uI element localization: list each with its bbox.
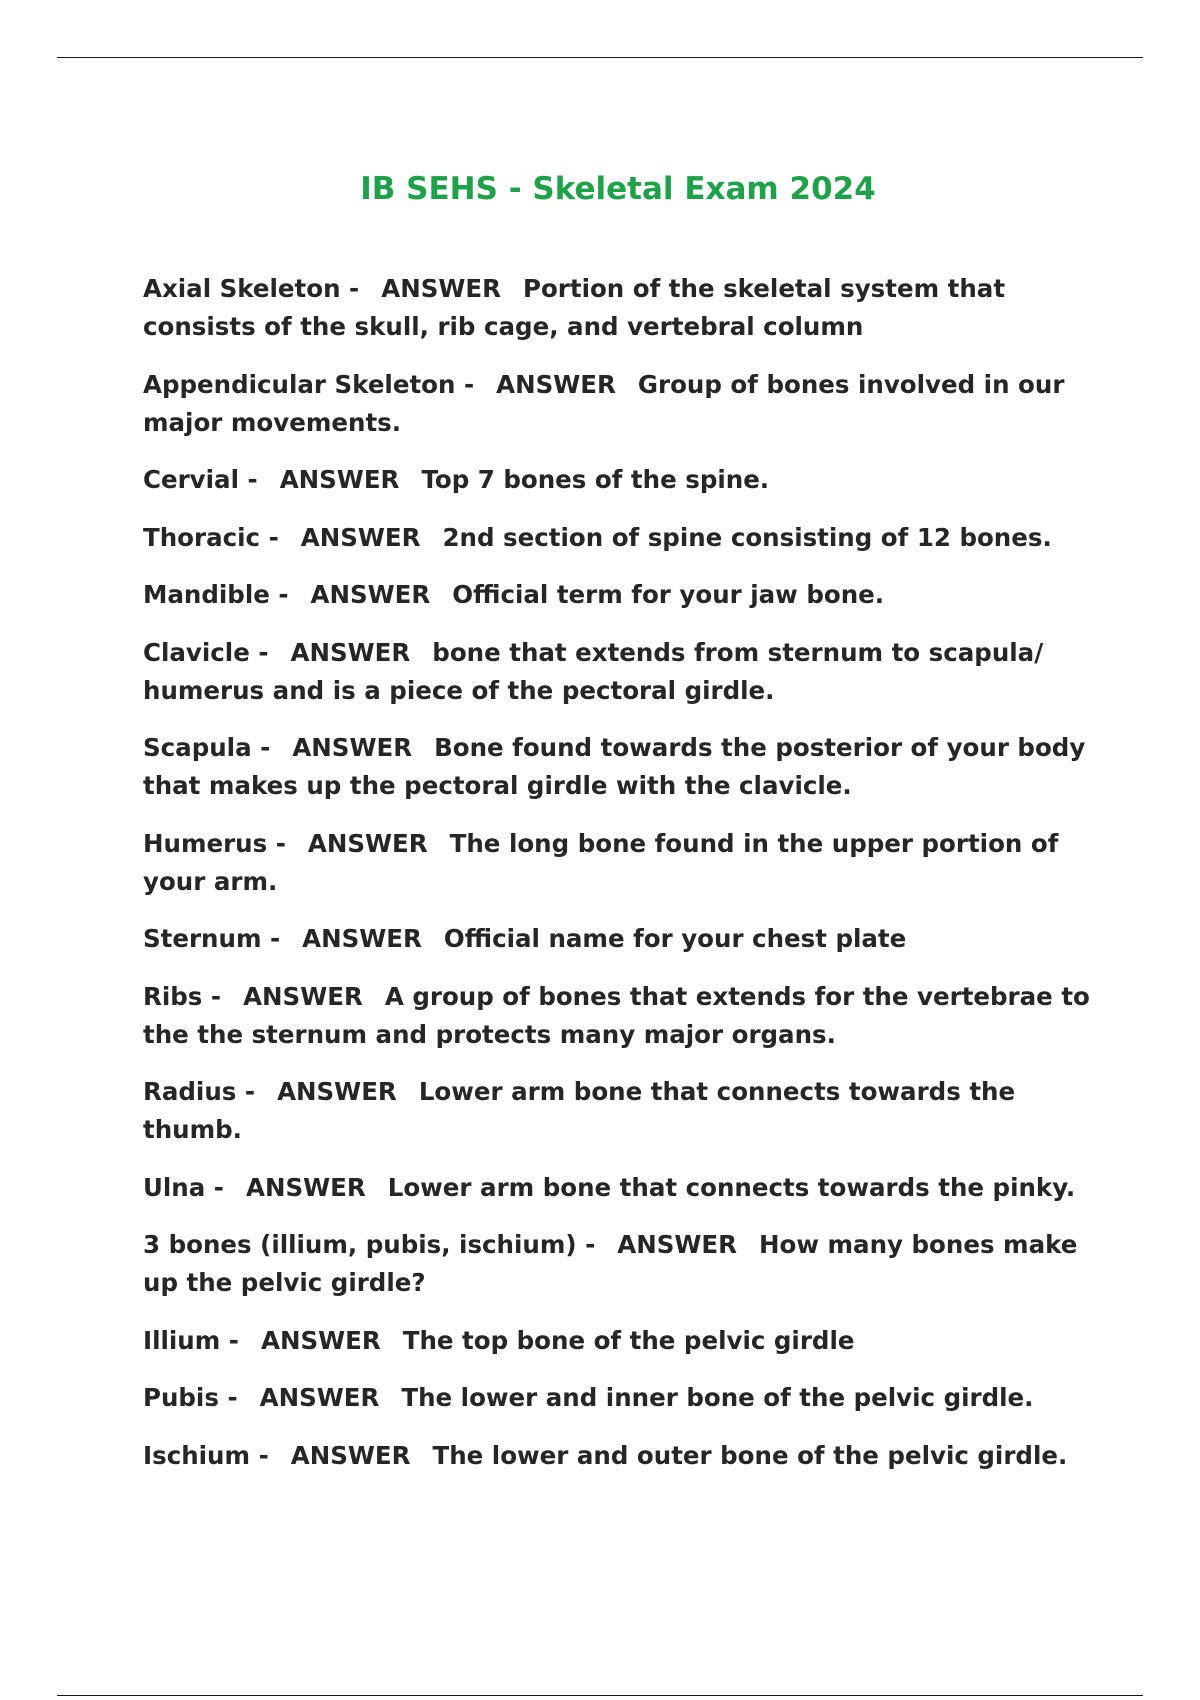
qa-item bbox=[143, 1226, 1093, 1302]
qa-definition: Lower arm bone that connects towards the thumb. bbox=[143, 1077, 1016, 1144]
document-title: IB SEHS - Skeletal Exam 2024 bbox=[360, 170, 876, 207]
qa-definition: 2nd section of spine consisting of 12 bones. bbox=[442, 522, 1052, 552]
answer-label: ANSWER bbox=[277, 1077, 397, 1106]
qa-term: Sternum - bbox=[143, 924, 280, 953]
qa-term: Ribs - bbox=[143, 982, 221, 1011]
qa-definition: The top bone of the pelvic girdle bbox=[402, 1325, 855, 1355]
qa-item bbox=[143, 1437, 1093, 1475]
qa-term: Illium - bbox=[143, 1326, 239, 1355]
answer-label: ANSWER bbox=[290, 637, 411, 667]
qa-item bbox=[143, 519, 1093, 557]
qa-term: Radius - bbox=[143, 1077, 255, 1106]
qa-definition: A group of bones that extends for the vertebrae to the the sternum and protects many major organs. bbox=[143, 981, 1090, 1049]
qa-item bbox=[143, 1322, 1093, 1360]
answer-label: ANSWER bbox=[243, 981, 363, 1011]
qa-item bbox=[143, 1169, 1093, 1207]
qa-definition: How many bones make up the pelvic girdle? bbox=[143, 1230, 1078, 1297]
qa-item bbox=[143, 729, 1093, 805]
qa-item bbox=[143, 920, 1093, 958]
top-divider bbox=[57, 57, 1143, 58]
answer-label: ANSWER bbox=[496, 369, 616, 399]
answer-label: ANSWER bbox=[259, 1383, 380, 1412]
answer-label: ANSWER bbox=[307, 828, 428, 858]
qa-term: Appendicular Skeleton - bbox=[143, 370, 474, 399]
qa-definition: Top 7 bones of the spine. bbox=[421, 465, 770, 494]
qa-list bbox=[143, 270, 1093, 1494]
qa-definition: Lower arm bone that connects towards the pinky. bbox=[387, 1172, 1076, 1202]
qa-item bbox=[143, 461, 1093, 499]
answer-label: ANSWER bbox=[279, 465, 400, 494]
qa-definition: The lower and inner bone of the pelvic girdle. bbox=[401, 1383, 1034, 1412]
qa-definition: The long bone found in the upper portion of your arm. bbox=[143, 828, 1059, 896]
qa-term: Humerus - bbox=[143, 829, 286, 858]
qa-item bbox=[143, 825, 1093, 901]
answer-label: ANSWER bbox=[381, 274, 501, 303]
qa-definition: bone that extends from sternum to scapula/ humerus and is a piece of the pectoral girdle. bbox=[143, 637, 1044, 705]
answer-label: ANSWER bbox=[302, 924, 422, 953]
qa-term: Scapula - bbox=[143, 733, 270, 762]
qa-term: Clavicle - bbox=[143, 638, 269, 667]
qa-definition: Official term for your jaw bone. bbox=[452, 580, 885, 609]
answer-label: ANSWER bbox=[290, 1440, 411, 1470]
qa-term: Cervial - bbox=[143, 465, 258, 494]
bottom-divider bbox=[57, 1695, 1143, 1696]
qa-term: Axial Skeleton - bbox=[143, 274, 359, 303]
qa-definition: Bone found towards the posterior of your body that makes up the pectoral girdle with the clavicle. bbox=[143, 733, 1086, 800]
qa-definition: Group of bones involved in our major movements. bbox=[143, 369, 1065, 437]
qa-item bbox=[143, 634, 1093, 710]
answer-label: ANSWER bbox=[292, 733, 413, 762]
qa-term: Pubis - bbox=[143, 1383, 238, 1412]
qa-term: Ulna - bbox=[143, 1173, 224, 1202]
qa-item bbox=[143, 366, 1093, 442]
qa-term: 3 bones (illium, pubis, ischium) - bbox=[143, 1230, 595, 1259]
answer-label: ANSWER bbox=[300, 522, 421, 552]
qa-item bbox=[143, 576, 1093, 614]
qa-term: Mandible - bbox=[143, 580, 289, 609]
answer-label: ANSWER bbox=[260, 1325, 381, 1355]
qa-item bbox=[143, 1073, 1093, 1149]
qa-definition: Official name for your chest plate bbox=[443, 924, 907, 953]
qa-item bbox=[143, 978, 1093, 1054]
qa-term: Thoracic - bbox=[143, 523, 279, 552]
qa-item bbox=[143, 270, 1093, 346]
qa-term: Ischium - bbox=[143, 1441, 269, 1470]
qa-item bbox=[143, 1379, 1093, 1417]
qa-definition: The lower and outer bone of the pelvic girdle. bbox=[432, 1440, 1068, 1470]
answer-label: ANSWER bbox=[310, 580, 431, 609]
qa-definition: Portion of the skeletal system that consists of the skull, rib cage, and vertebral column bbox=[143, 274, 1006, 341]
answer-label: ANSWER bbox=[245, 1172, 366, 1202]
answer-label: ANSWER bbox=[617, 1230, 738, 1259]
